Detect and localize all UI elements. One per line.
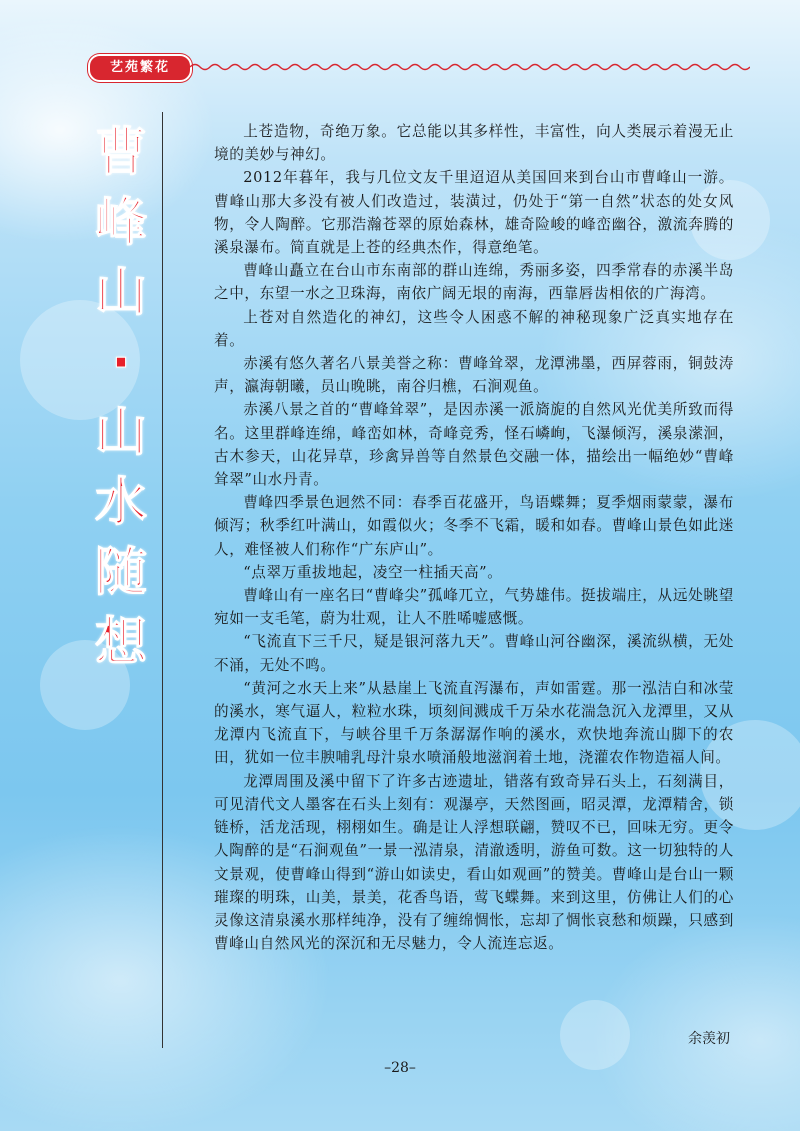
paragraph: 曹峰山有一座名曰“曹峰尖”孤峰兀立，气势雄伟。挺拔端庄，从远处眺望宛如一支毛笔，蔚为壮观，让人不胜唏嘘感慨。 bbox=[214, 587, 734, 628]
paragraph: “点翠万重拔地起，凌空一柱插天高”。 bbox=[243, 563, 503, 581]
section-tag: 艺苑繁花 bbox=[88, 54, 192, 82]
paragraph: 曹峰四季景色迥然不同：春季百花盛开，鸟语蝶舞；夏季烟雨蒙蒙，瀑布倾泻；秋季红叶满山，如霞似火；冬季不飞霜，暖和如春。曹峰山景色如此迷人，难怪被人们称作“广东庐山”。 bbox=[214, 494, 734, 558]
title-char: 想 bbox=[94, 613, 147, 673]
title-char: 随 bbox=[94, 543, 147, 603]
title-char: 山 bbox=[94, 403, 147, 463]
paragraph: “飞流直下三千尺，疑是银河落九天”。曹峰山河谷幽深，溪流纵横，无处不涌，无处不鸣。 bbox=[214, 633, 734, 674]
paragraph: 上苍造物，奇绝万象。它总能以其多样性，丰富性，向人类展示着漫无止境的美妙与神幻。 bbox=[214, 123, 734, 164]
title-char: 山 bbox=[94, 263, 147, 323]
paragraph: 赤溪八景之首的“曹峰耸翠”，是因赤溪一派旖旎的自然风光优美所致而得名。这里群峰连绵，峰峦如林，奇峰竞秀，怪石嶙峋，飞瀑倾泻，溪泉潆洄，古木参天，山花异草，珍禽异兽等自然景色交融一体，描绘出一幅绝妙“曹峰耸翠”山水丹青。 bbox=[214, 401, 734, 489]
paragraph: 2012年暮年，我与几位文友千里迢迢从美国回来到台山市曹峰山一游。曹峰山那大多没有被人们改造过，装潢过，仍处于“第一自然”状态的处女风物，令人陶醉。它那浩瀚苍翠的原始森林，雄奇险峻的峰峦幽谷，激流奔腾的溪泉瀑布。简直就是上苍的经典杰作，得意绝笔。 bbox=[214, 169, 734, 257]
page-number: –28– bbox=[384, 1060, 416, 1076]
title-char: · bbox=[111, 333, 131, 393]
title-divider bbox=[162, 112, 163, 1048]
paragraph: 龙潭周围及溪中留下了许多古迹遗址，错落有致奇异石头上，石刻满目，可见清代文人墨客在石头上刻有：观瀑亭，天然图画，昭灵潭，龙潭精舍，锁链桥，活龙活现，栩栩如生。确是让人浮想联翩，赞叹不已，回味无穷。更令人陶醉的是“石涧观鱼”一景一泓清泉，清澈透明，游鱼可数。这一切独特的人文景观，使曹峰山得到“游山如读史，看山如观画”的赞美。曹峰山是台山一颗璀璨的明珠，山美，景美，花香鸟语，莺飞蝶舞。来到这里，仿佛让人们的心灵像这清泉溪水那样纯净，没有了缠绵惆怅，忘却了惆怅哀愁和烦躁，只感到曹峰山自然风光的深沉和无尽魅力，令人流连忘返。 bbox=[214, 772, 734, 953]
paragraph: 上苍对自然造化的神幻，这些令人困惑不解的神秘现象广泛真实地存在着。 bbox=[214, 308, 734, 349]
article-title bbox=[86, 118, 156, 678]
article-body bbox=[214, 120, 734, 955]
decorative-wave-line bbox=[190, 62, 750, 72]
paragraph: 赤溪有悠久著名八景美誉之称：曹峰耸翠，龙潭沸墨，西屏蓉雨，铜鼓涛声，瀛海朝曦，员山晚眺，南谷归樵，石涧观鱼。 bbox=[214, 355, 734, 396]
paragraph: “黄河之水天上来”从悬崖上飞流直泻瀑布，声如雷霆。那一泓洁白和冰莹的溪水，寒气逼人，粒粒水珠，顷刻间溅成千万朵水花湍急沉入龙潭里，又从龙潭内飞流直下，与峡谷里千万条潺潺作响的溪水，欢快地奔流山脚下的农田，犹如一位丰腴哺乳母汁泉水喷涌般地滋润着土地，浇灌农作物造福人间。 bbox=[214, 679, 734, 767]
paragraph: 曹峰山矗立在台山市东南部的群山连绵，秀丽多姿，四季常春的赤溪半岛之中，东望一水之卫珠海，南依广阔无垠的南海，西靠唇齿相依的广海湾。 bbox=[214, 262, 734, 303]
author-name: 余羡初 bbox=[688, 1031, 730, 1047]
title-char: 峰 bbox=[94, 193, 147, 253]
title-char: 曹 bbox=[94, 123, 147, 183]
title-char: 水 bbox=[94, 473, 147, 533]
